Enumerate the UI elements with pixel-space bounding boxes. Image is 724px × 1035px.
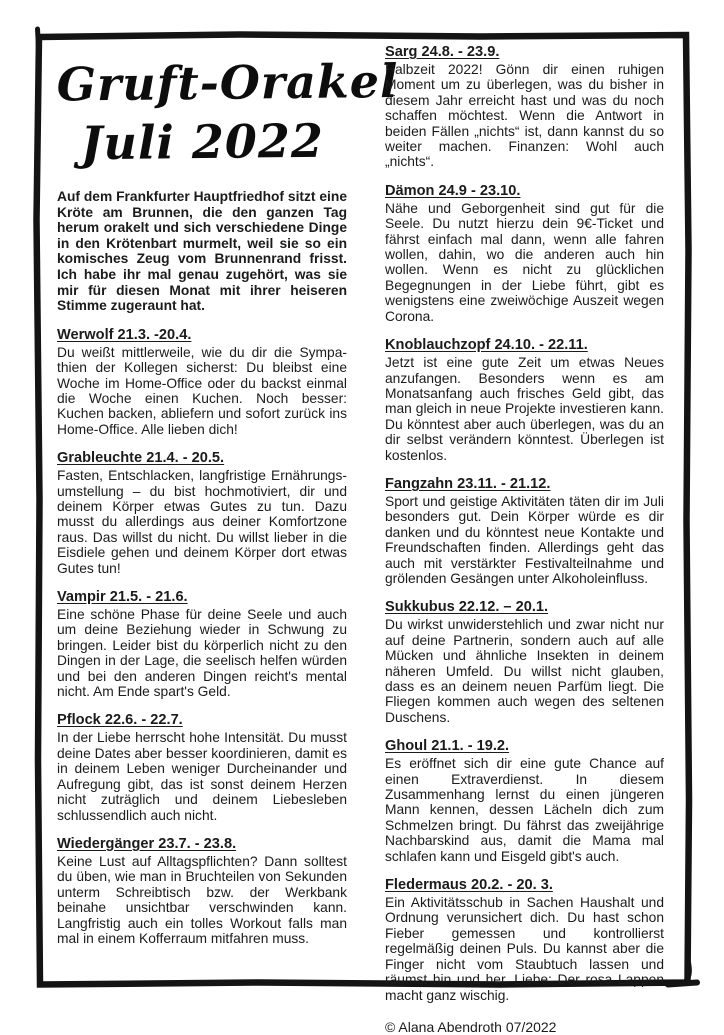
entry-text: Ein Aktivitätsschub in Sachen Haushalt und Ordnung verunsichert dich. Du hast schon Fieber gemessen und kontrollierst regelmäßig deinen Puls. Du kannst aber die Finger nicht vom Staubtuch lassen und räumst hin und her. Liebe: Der rosa Lappen macht ganz wischig. <box>385 895 664 1003</box>
horoscope-entry <box>385 183 664 324</box>
horoscope-entry <box>57 712 347 822</box>
horoscope-entry <box>57 589 347 699</box>
horoscope-entry <box>385 44 664 170</box>
entry-text: Sport und geistige Aktivitäten täten dir im Juli besonders gut. Dein Körper würde es dir danken und du könntest neue Kontakte und Freundschaften finden. Allerdings geht das auch mit verstärkter Festivalteilnahme und grölenden Gesängen unter Alkoholeinfluss. <box>385 493 664 586</box>
copyright-notice: © Alana Abendroth 07/2022 <box>385 1018 557 1035</box>
entry-text: Eine schöne Phase für deine Seele und auch um deine Beziehung wieder in Schwung zu bringen. Leider bist du körperlich nicht zu den Dingen in der Lage, die seelisch helfen würden und bei den anderen Dingen reicht's mental nicht. Am Ende spart's Geld. <box>57 607 347 700</box>
horoscope-entry <box>385 476 664 586</box>
entry-heading: Ghoul 21.1. - 19.2. <box>385 738 510 755</box>
page-subtitle: Juli 2022 <box>80 113 325 171</box>
entry-text: Halbzeit 2022! Gönn dir einen ruhigen Moment um zu überlegen, was du bisher in diesem Jahr erreicht hast und was du noch schaffen möchtest. Wenn die Antwort in beiden Fällen „nichts“ ist, dann kannst du so weiter machen. Finanzen: Wohl auch „nichts“. <box>385 62 664 170</box>
horoscope-entry <box>385 599 664 725</box>
entry-heading: Sukkubus 22.12. – 20.1. <box>385 599 549 616</box>
right-entries <box>385 44 664 1003</box>
horoscope-entry <box>385 337 664 463</box>
page-title: Gruft-Orakel <box>56 53 399 112</box>
entry-text: Du wirkst unwiderstehlich und zwar nicht nur auf deine Partnerin, sondern auch auf alle Mücken und ähnliche Insekten in deinem näheren Umfeld. Du willst nicht glauben, dass es an deinem neuen Parfüm liegt. Die Fliegen kommen auch wegen des seltenen Duschens. <box>385 617 664 725</box>
entry-heading: Fledermaus 20.2. - 20. 3. <box>385 877 553 894</box>
entry-text: Es eröffnet sich dir eine gute Chance auf einen Extraverdienst. In diesem Zusammenhang lernst du einen jüngeren Mann kennen, dessen Lächeln dich zum Schmelzen bringt. Du fährst das zweijährige Nachbarskind aus, damit die Mama mal schlafen kann und Eisgeld gibt's auch. <box>385 756 664 864</box>
entry-text: Jetzt ist eine gute Zeit um etwas Neues anzufangen. Besonders wenn es am Monatsanfang auch frisches Geld gibt, das man gleich in neue Projekte investieren kann. Du könntest aber auch überlegen, was du an dir selbst verändern könntest. Überlegen ist kostenlos. <box>385 355 664 463</box>
entry-text: Keine Lust auf Alltagspflichten? Dann solltest du üben, wie man in Bruchteilen von Sekunden unterm Schreibtisch bzw. der Werkbank beinahe unsichtbar verschwinden kann. Langfristig auch ein tolles Workout falls man mal in einem Kofferraum mitfahren muss. <box>57 853 347 946</box>
horoscope-entry <box>385 738 664 864</box>
entry-text: Fasten, Entschlacken, langfristige Ernährungsumstellung – du bist hochmotiviert, dir und deinem Körper etwas Gutes zu tun. Dazu musst du allerdings aus deiner Komfortzone raus. Das willst du nicht. Du willst lieber in die Eisdiele gehen und deinem Körper dort etwas Gutes tun! <box>57 468 347 576</box>
entry-heading: Pflock 22.6. - 22.7. <box>57 712 183 729</box>
left-entries <box>57 327 347 947</box>
entry-text: In der Liebe herrscht hohe Intensität. Du musst deine Dates aber besser koordinieren, damit es in deinem Leben weniger Durcheinander und Aufregung gibt, das ist sonst deinem Herzen nicht zuträglich und deinem Liebesleben schlussendlich auch nicht. <box>57 730 347 823</box>
horoscope-entry <box>57 450 347 576</box>
entry-text: Nähe und Geborgenheit sind gut für die Seele. Du nutzt hierzu dein 9€-Ticket und fährst einfach mal dann, wenn alle fahren wollen, dahin, wo die anderen auch hin wollen. Wenn es nicht zu glücklichen Begegnungen in der Liebe führt, gibt es wenigstens eine zweiwöchige Auszeit wegen Corona. <box>385 200 664 324</box>
entry-text: Du weißt mittlerweile, wie du dir die Sympathien der Kollegen sicherst: Du bleibst eine Woche im Home-Office oder du backst einmal die Woche einen Kuchen. Noch besser: Kuchen backen, abliefern und sofort zurück ins Home-Office. Alle lieben dich! <box>57 344 347 437</box>
right-column <box>385 44 664 1035</box>
entry-heading: Vampir 21.5. - 21.6. <box>57 589 188 606</box>
left-column <box>56 44 399 946</box>
entry-heading: Grableuchte 21.4. - 20.5. <box>57 450 225 467</box>
title-block <box>56 52 399 173</box>
entry-heading: Fangzahn 23.11. - 21.12. <box>385 475 551 492</box>
entry-heading: Wiedergänger 23.7. - 23.8. <box>57 835 237 852</box>
horoscope-entry <box>385 877 664 1003</box>
entry-heading: Dämon 24.9 - 23.10. <box>385 182 521 199</box>
horoscope-entry <box>57 327 347 437</box>
entry-heading: Sarg 24.8. - 23.9. <box>385 44 500 60</box>
entry-heading: Knoblauchzopf 24.10. - 22.11. <box>385 337 588 354</box>
entry-heading: Werwolf 21.3. -20.4. <box>57 326 192 343</box>
intro-paragraph: Auf dem Frankfurter Hauptfriedhof sitzt eine Kröte am Brunnen, die den ganzen Tag herum orakelt und sich verschiedene Dinge in den Krötenbart murmelt, weil sie so ein komisches Zeug vom Brunnenrand frisst. Ich habe ihr mal genau zugehört, was sie mir für diesen Monat mit ihrer heiseren Stimme zugeraunt hat. <box>57 189 347 314</box>
horoscope-entry <box>57 836 347 946</box>
